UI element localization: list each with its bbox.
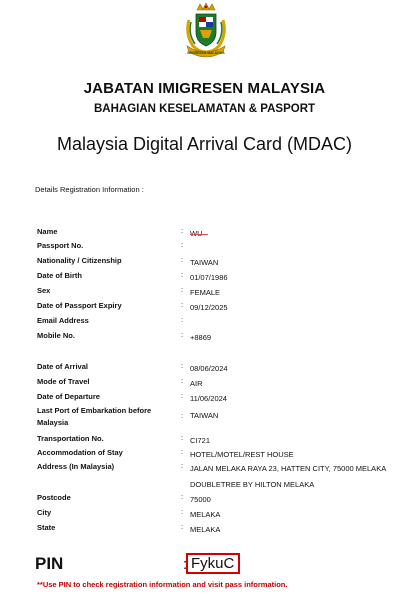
field-colon: : — [181, 376, 184, 385]
field-value: 75000 — [190, 495, 211, 504]
field-colon: : — [181, 391, 184, 400]
field-label: Postcode — [37, 493, 71, 502]
field-colon: : — [181, 330, 184, 339]
field-colon: : — [181, 270, 184, 279]
org-title: JABATAN IMIGRESEN MALAYSIA — [83, 80, 326, 97]
field-colon: : — [181, 433, 184, 442]
field-value: HOTEL/MOTEL/REST HOUSE — [190, 450, 294, 459]
field-value: FEMALE — [190, 288, 221, 297]
field-value: CI721 — [190, 436, 211, 445]
field-label: Date of Passport Expiry — [37, 301, 122, 310]
field-colon: : — [181, 411, 184, 420]
field-colon: : — [181, 522, 184, 531]
field-value: MELAKA — [190, 525, 221, 534]
field-value: MELAKA — [190, 510, 221, 519]
section-label: Details Registration Information : — [35, 185, 144, 194]
field-label: Date of Arrival — [37, 362, 88, 371]
field-label: State — [37, 523, 56, 532]
field-label: Transportation No. — [37, 434, 104, 443]
field-label: Sex — [37, 286, 51, 295]
field-value: TAIWAN — [190, 258, 219, 267]
pin-label: PIN — [35, 554, 64, 573]
org-subtitle: BAHAGIAN KESELAMATAN & PASPORT — [93, 103, 316, 115]
field-label: Email Address — [37, 316, 89, 325]
field-value: +8869 — [190, 333, 212, 342]
field-label: Address (In Malaysia) — [37, 462, 115, 471]
field-colon: : — [181, 492, 184, 501]
pin-colon: : — [183, 556, 188, 573]
field-value: AIR — [190, 379, 203, 388]
field-colon: : — [181, 300, 184, 309]
field-colon: : — [181, 255, 184, 264]
field-label: Mobile No. — [37, 331, 75, 340]
field-label: City — [37, 508, 52, 517]
field-colon: : — [181, 461, 184, 470]
field-value: TAIWAN — [190, 411, 219, 420]
field-colon: : — [181, 240, 184, 249]
field-value — [190, 226, 405, 241]
field-colon: : — [181, 315, 184, 324]
field-label: Nationality / Citizenship — [37, 256, 122, 265]
field-colon: : — [181, 507, 184, 516]
field-colon: : — [181, 447, 184, 456]
imigresen-emblem-icon — [183, 2, 229, 58]
field-label: Mode of Travel — [37, 377, 90, 386]
field-label: Date of Birth — [37, 271, 82, 280]
field-label: Name — [37, 227, 58, 236]
field-value: 11/06/2024 — [190, 394, 227, 403]
field-label: Last Port of Embarkation before Malaysia — [37, 406, 152, 427]
field-value: 08/06/2024 — [190, 364, 228, 373]
pin-note: **Use PIN to check registration information and visit pass information. — [37, 580, 288, 589]
field-label: Date of Departure — [37, 392, 100, 401]
field-value: 01/07/1986 — [190, 273, 228, 282]
field-value: 09/12/2025 — [190, 303, 228, 312]
field-colon: : — [181, 226, 184, 235]
field-label: Accommodation of Stay — [37, 448, 123, 457]
page-title: Malaysia Digital Arrival Card (MDAC) — [56, 134, 353, 154]
field-colon: : — [181, 285, 184, 294]
field-value-line2: DOUBLETREE BY HILTON MELAKA — [190, 480, 315, 489]
field-value: JALAN MELAKA RAYA 23, HATTEN CITY, 75000 MELAKA — [190, 464, 387, 473]
field-colon: : — [181, 361, 184, 370]
emblem-ribbon-text: IMIGRESEN MALAYSIA — [187, 51, 225, 55]
pin-value: FykuC — [186, 553, 240, 574]
field-label: Passport No. — [37, 241, 84, 250]
redaction-underline — [190, 234, 208, 235]
